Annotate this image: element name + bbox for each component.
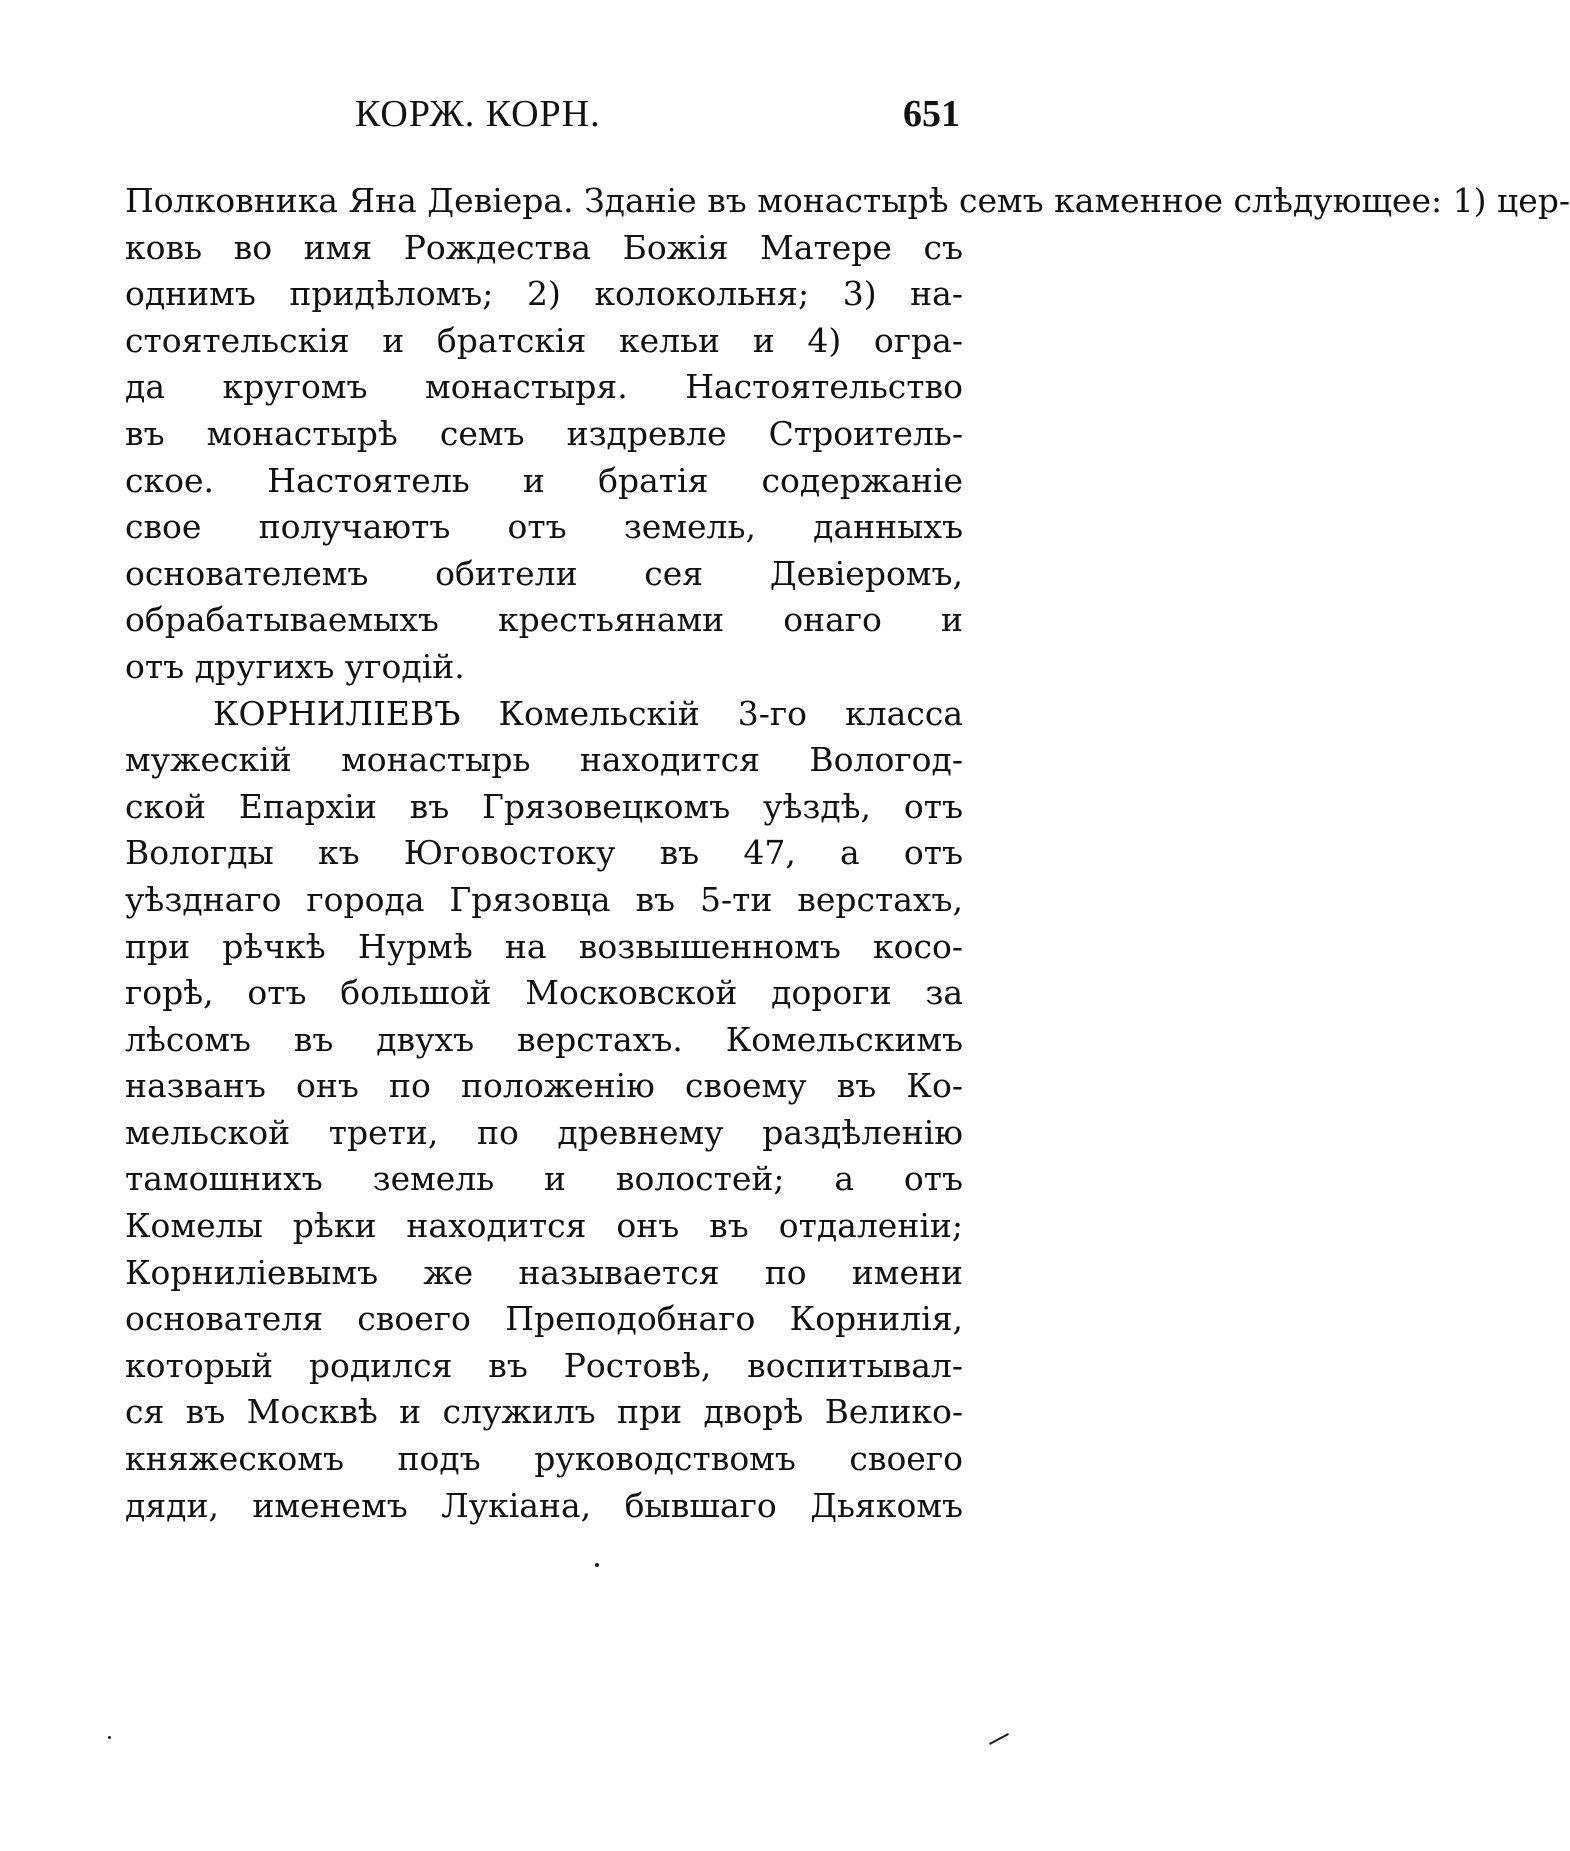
text-line: однимъ придѣломъ; 2) колокольня; 3) на-	[125, 274, 963, 314]
text-line: Комелы рѣки находится онъ въ отдаленіи;	[125, 1206, 963, 1246]
text-line: тамошнихъ земель и волостей; а отъ	[125, 1159, 963, 1199]
paper-speck	[989, 1733, 1009, 1745]
text-line: при рѣчкѣ Нурмѣ на возвышенномъ косо-	[125, 926, 963, 966]
page-number: 651	[903, 93, 960, 135]
body-text	[125, 178, 1570, 1529]
text-line: лѣсомъ въ двухъ верстахъ. Комельскимъ	[125, 1019, 963, 1059]
text-line: Вологды къ Юговостоку въ 47, а отъ	[125, 833, 963, 873]
text-line: Полковника Яна Девіера. Зданіе въ монастырѣ семъ каменное слѣдующее: 1) цер-	[125, 181, 1570, 220]
text-line: мужескій монастырь находится Вологод-	[125, 740, 963, 780]
text-line: ской Епархіи въ Грязовецкомъ уѣздѣ, отъ	[125, 786, 963, 826]
text-line: ское. Настоятель и братія содержаніе	[125, 460, 963, 500]
text-line: который родился въ Ростовѣ, воспитывал-	[125, 1345, 963, 1385]
running-head-title: КОРЖ. КОРН.	[355, 93, 601, 135]
text-line: названъ онъ по положенію своему въ Ко-	[125, 1066, 963, 1106]
text-line: ся въ Москвѣ и служилъ при дворѣ Велико-	[125, 1392, 963, 1432]
text-line: дяди, именемъ Лукіана, бывшаго Дьякомъ	[125, 1485, 963, 1525]
text-line: горѣ, отъ большой Московской дороги за	[125, 973, 963, 1013]
text-line: уѣзднаго города Грязовца въ 5-ти верстахъ,	[125, 879, 963, 919]
paragraph-start-line: КОРНИЛІЕВЪ Комельскій 3-го класса	[213, 693, 963, 733]
paper-speck	[108, 1736, 111, 1739]
text-line: Корниліевымъ же называется по имени	[125, 1252, 963, 1292]
text-line: въ монастырѣ семъ издревле Строитель-	[125, 413, 963, 453]
text-line: стоятельскія и братскія кельи и 4) огра-	[125, 320, 963, 360]
text-line: ковь во имя Рождества Божія Матере съ	[125, 227, 963, 267]
text-line: свое получаютъ отъ земель, данныхъ	[125, 507, 963, 547]
text-line: да кругомъ монастыря. Настоятельство	[125, 367, 963, 407]
paper-speck	[595, 1563, 599, 1567]
text-line: обрабатываемыхъ крестьянами онаго и	[125, 600, 963, 640]
text-line: мельской трети, по древнему раздѣленію	[125, 1112, 963, 1152]
running-head	[125, 92, 960, 142]
text-line: основателемъ обители сея Девіеромъ,	[125, 553, 963, 593]
text-line: отъ другихъ угодій.	[125, 646, 465, 686]
text-line: княжескомъ подъ руководствомъ своего	[125, 1439, 963, 1479]
text-line: основателя своего Преподобнаго Корнилія,	[125, 1299, 963, 1339]
